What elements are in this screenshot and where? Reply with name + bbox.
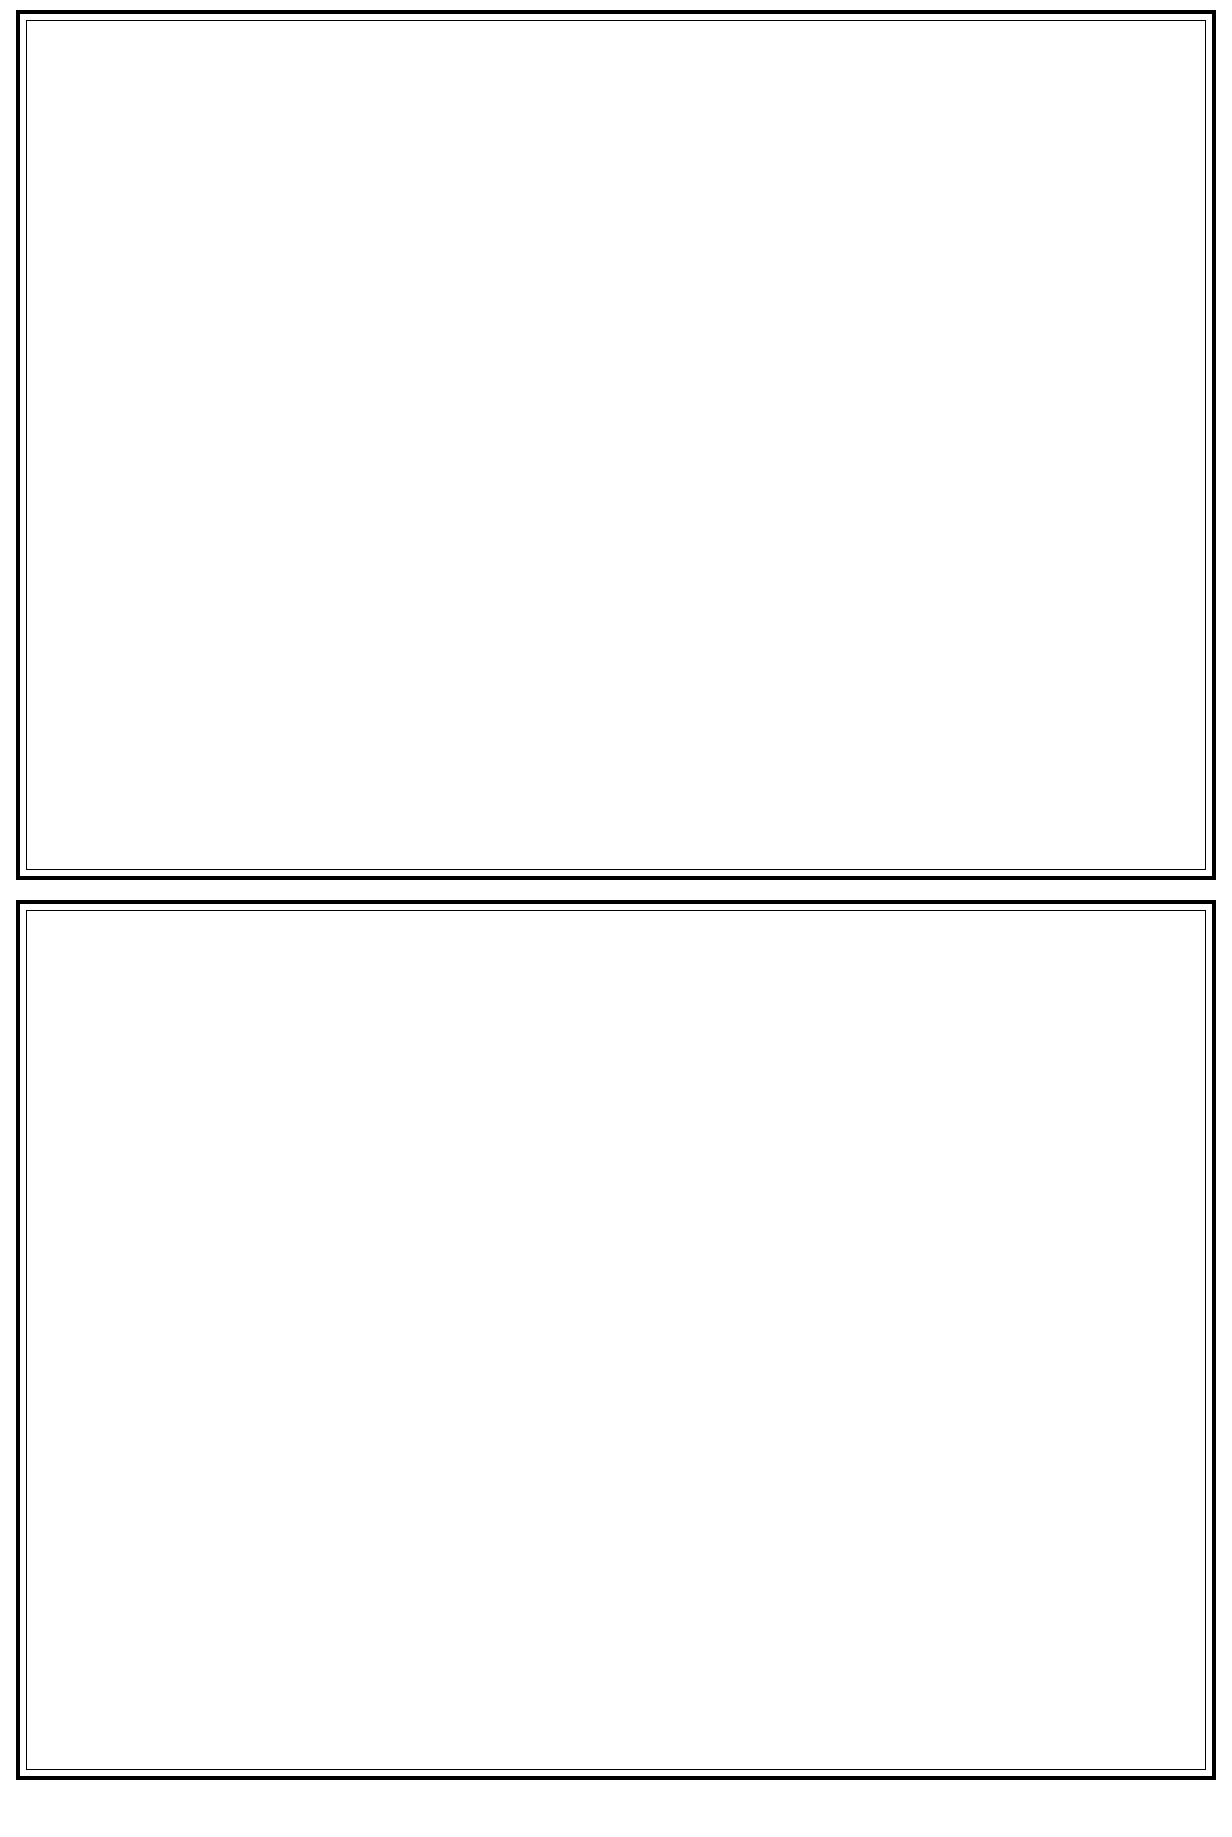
top-page-columns (27, 21, 1205, 869)
bottom-page-columns (27, 911, 1205, 1769)
top-page-frame (16, 10, 1216, 880)
bottom-page-inner-border (26, 910, 1206, 1770)
bottom-page-frame (16, 900, 1216, 1780)
top-page-inner-border (26, 20, 1206, 870)
